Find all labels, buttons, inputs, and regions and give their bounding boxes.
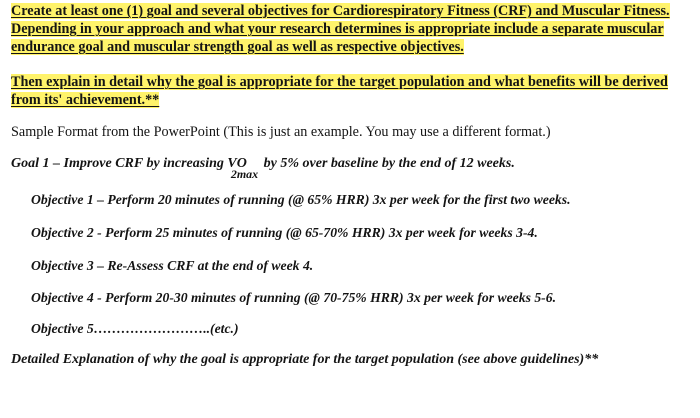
objective-4: Objective 4 - Perform 20-30 minutes of running (@ 70-75% HRR) 3x per week for weeks 5-6.: [31, 290, 557, 305]
instruction-line-1: [11, 3, 693, 21]
instruction-highlight-3: endurance goal and muscular strength goal as well as respective objectives.: [11, 39, 464, 55]
goal-suffix: by 5% over baseline by the end of 12 weeks.: [263, 156, 515, 171]
instruction-highlight-1: Create at least one (1) goal and several objectives for Cardiorespiratory Fitness (CRF) and Muscular Fitness.: [11, 3, 670, 19]
explain-instruction-line-1: [11, 74, 693, 92]
sample-format-note: Sample Format from the PowerPoint (This is just an example. You may use a different format.): [11, 124, 551, 140]
instruction-line-3: [11, 39, 693, 57]
objective-2: Objective 2 - Perform 25 minutes of running (@ 65-70% HRR) 3x per week for weeks 3-4.: [31, 225, 538, 240]
goal-prefix: Goal 1 – Improve CRF by increasing VO: [11, 156, 247, 171]
explanation-heading: Detailed Explanation of why the goal is appropriate for the target population (see above guidelines)**: [11, 352, 599, 367]
goal-statement: [11, 155, 515, 181]
explain-highlight-1: Then explain in detail why the goal is appropriate for the target population and what benefits will be derived: [11, 74, 668, 90]
instruction-line-2: [11, 21, 693, 39]
instruction-highlight-2: Depending in your approach and what your research determines is appropriate include a separate muscular: [11, 21, 664, 37]
explain-instruction-line-2: [11, 92, 693, 110]
objective-5: Objective 5……………………..(etc.): [31, 321, 239, 336]
objective-1: Objective 1 – Perform 20 minutes of running (@ 65% HRR) 3x per week for the first two weeks.: [31, 192, 571, 207]
explain-highlight-2: from its' achievement.**: [11, 92, 160, 108]
objective-3: Objective 3 – Re-Assess CRF at the end of week 4.: [31, 258, 314, 273]
goal-subscript: 2max: [230, 167, 259, 181]
